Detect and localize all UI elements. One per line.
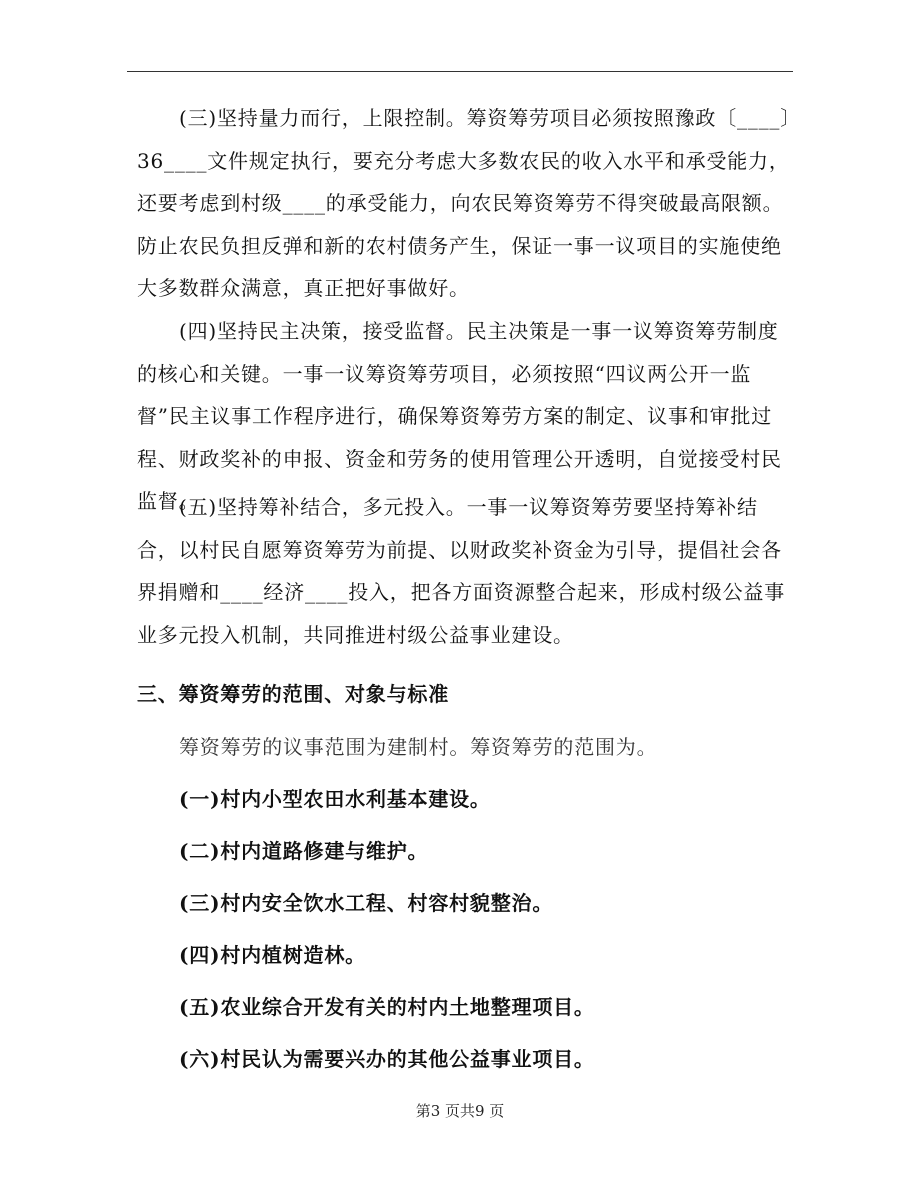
scope-item: (二)村内道路修建与维护。	[179, 839, 429, 863]
page-number-footer: 第3 页共9 页	[415, 1102, 505, 1120]
scope-intro: 筹资筹劳的议事范围为建制村。筹资筹劳的范围为。	[179, 735, 658, 759]
scope-item: (四)村内植树造林。	[179, 943, 366, 967]
scope-item: (六)村民认为需要兴办的其他公益事业项目。	[179, 1047, 595, 1071]
scope-item: (一)村内小型农田水利基本建设。	[179, 787, 491, 811]
scope-item: (三)村内安全饮水工程、村容村貌整治。	[179, 891, 554, 915]
header-rule	[127, 71, 793, 72]
paragraph-principle-4: (四)坚持民主决策，接受监督。民主决策是一事一议筹资筹劳制度的核心和关键。一事一议筹资筹劳项目，必须按照“四议两公开一监督”民主议事工作程序进行，确保筹资筹劳方案的制定、议事和审批过程、财政奖补的申报、资金和劳务的使用管理公开透明，自觉接受村民监督。	[137, 319, 782, 513]
paragraph-principle-3: (三)坚持量力而行，上限控制。筹资筹劳项目必须按照豫政〔____〕36____文件规定执行，要充分考虑大多数农民的收入水平和承受能力，还要考虑到村级____的承受能力，向农民筹资筹劳不得突破最高限额。防止农民负担反弹和新的农村债务产生，保证一事一议项目的实施使绝大多数群众满意，真正把好事做好。	[137, 106, 792, 300]
paragraph-principle-5: (五)坚持筹补结合，多元投入。一事一议筹资筹劳要坚持筹补结合，以村民自愿筹资筹劳为前提、以财政奖补资金为引导，提倡社会各界捐赠和____经济____投入，把各方面资源整合起来，形成村级公益事业多元投入机制，共同推进村级公益事业建设。	[137, 495, 785, 647]
section-heading: 三、筹资筹劳的范围、对象与标准	[137, 682, 449, 706]
scope-item: (五)农业综合开发有关的村内土地整理项目。	[179, 995, 595, 1019]
